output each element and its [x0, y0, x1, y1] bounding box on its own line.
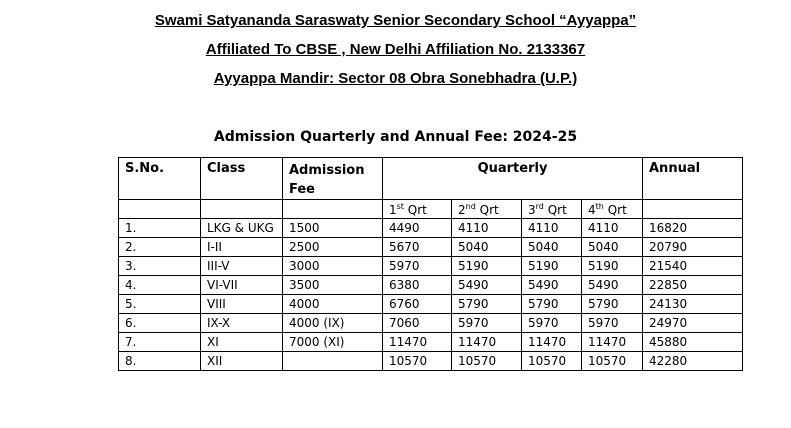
cell-q2: 11470 — [452, 333, 522, 352]
table-row — [119, 333, 743, 352]
col-header-admission-fee — [283, 158, 383, 200]
fee-table-body — [119, 219, 743, 371]
empty-cell — [201, 200, 283, 219]
col-header-annual: Annual — [643, 158, 743, 200]
quarter-ordinal-suffix: th — [595, 201, 604, 211]
cell-annual: 22850 — [643, 276, 743, 295]
cell-q4: 5040 — [582, 238, 643, 257]
quarter-label: Qrt — [607, 202, 627, 217]
cell-sno: 6. — [119, 314, 201, 333]
cell-class: VIII — [201, 295, 283, 314]
cell-q3: 10570 — [522, 352, 582, 371]
cell-q1: 4490 — [383, 219, 452, 238]
cell-annual: 42280 — [643, 352, 743, 371]
cell-q3: 5790 — [522, 295, 582, 314]
table-row — [119, 352, 743, 371]
quarter-header-2 — [452, 200, 522, 219]
cell-q3: 5490 — [522, 276, 582, 295]
cell-admission: 3000 — [283, 257, 383, 276]
cell-annual: 24130 — [643, 295, 743, 314]
cell-q4: 5190 — [582, 257, 643, 276]
quarter-label: Qrt — [407, 202, 427, 217]
quarter-ordinal-suffix: st — [396, 201, 404, 211]
col-header-class: Class — [201, 158, 283, 200]
cell-annual: 16820 — [643, 219, 743, 238]
table-row — [119, 314, 743, 333]
cell-q2: 5190 — [452, 257, 522, 276]
table-row — [119, 295, 743, 314]
empty-cell — [119, 200, 201, 219]
quarter-ordinal-suffix: nd — [465, 201, 476, 211]
quarter-header-3 — [522, 200, 582, 219]
cell-q3: 5970 — [522, 314, 582, 333]
cell-class: III-V — [201, 257, 283, 276]
cell-q1: 5970 — [383, 257, 452, 276]
cell-class: XI — [201, 333, 283, 352]
cell-annual: 20790 — [643, 238, 743, 257]
col-header-sno: S.No. — [119, 158, 201, 200]
cell-admission: 7000 (XI) — [283, 333, 383, 352]
cell-admission: 2500 — [283, 238, 383, 257]
cell-q4: 5490 — [582, 276, 643, 295]
col-header-quarterly: Quarterly — [383, 158, 643, 200]
cell-q4: 5970 — [582, 314, 643, 333]
table-row — [119, 238, 743, 257]
quarter-number: 1 — [389, 202, 397, 217]
cell-sno: 7. — [119, 333, 201, 352]
cell-class: IX-X — [201, 314, 283, 333]
cell-q2: 5490 — [452, 276, 522, 295]
affiliation-heading — [0, 41, 791, 58]
school-name-heading — [0, 12, 791, 29]
cell-q2: 5790 — [452, 295, 522, 314]
empty-cell — [643, 200, 743, 219]
quarter-label: Qrt — [547, 202, 567, 217]
cell-sno: 1. — [119, 219, 201, 238]
address-heading — [0, 70, 791, 87]
cell-annual: 24970 — [643, 314, 743, 333]
cell-q2: 10570 — [452, 352, 522, 371]
quarter-header-1 — [383, 200, 452, 219]
affiliation-text: Affiliated To CBSE , New Delhi Affiliation No. 2133367 — [205, 41, 586, 58]
cell-class: VI-VII — [201, 276, 283, 295]
cell-sno: 4. — [119, 276, 201, 295]
cell-q1: 6760 — [383, 295, 452, 314]
cell-q1: 6380 — [383, 276, 452, 295]
cell-class: I-II — [201, 238, 283, 257]
cell-q4: 10570 — [582, 352, 643, 371]
cell-sno: 2. — [119, 238, 201, 257]
address-text: Ayyappa Mandir: Sector 08 Obra Sonebhadra (U.P.) — [213, 70, 578, 87]
cell-q3: 11470 — [522, 333, 582, 352]
quarter-label: Qrt — [479, 202, 499, 217]
cell-q4: 11470 — [582, 333, 643, 352]
cell-sno: 3. — [119, 257, 201, 276]
cell-q2: 5040 — [452, 238, 522, 257]
cell-class: XII — [201, 352, 283, 371]
fee-table — [118, 157, 743, 371]
cell-q2: 4110 — [452, 219, 522, 238]
school-name-text: Swami Satyananda Saraswaty Senior Secondary School “Ayyappa” — [154, 12, 637, 29]
cell-class: LKG & UKG — [201, 219, 283, 238]
cell-admission — [283, 352, 383, 371]
cell-admission: 4000 (IX) — [283, 314, 383, 333]
quarter-number: 2 — [458, 202, 466, 217]
empty-cell — [283, 200, 383, 219]
admission-fee-label: Admission Fee — [289, 163, 365, 197]
cell-q1: 7060 — [383, 314, 452, 333]
cell-q4: 5790 — [582, 295, 643, 314]
cell-q3: 5190 — [522, 257, 582, 276]
quarter-ordinal-suffix: rd — [535, 201, 544, 211]
cell-q4: 4110 — [582, 219, 643, 238]
quarter-header-row — [119, 200, 743, 219]
cell-admission: 3500 — [283, 276, 383, 295]
cell-q1: 10570 — [383, 352, 452, 371]
quarter-number: 4 — [588, 202, 596, 217]
quarter-header-4 — [582, 200, 643, 219]
table-row — [119, 276, 743, 295]
cell-q1: 5670 — [383, 238, 452, 257]
cell-annual: 45880 — [643, 333, 743, 352]
quarter-number: 3 — [528, 202, 536, 217]
cell-annual: 21540 — [643, 257, 743, 276]
cell-sno: 5. — [119, 295, 201, 314]
fee-table-caption: Admission Quarterly and Annual Fee: 2024-25 — [213, 129, 578, 145]
cell-sno: 8. — [119, 352, 201, 371]
cell-q3: 5040 — [522, 238, 582, 257]
cell-q3: 4110 — [522, 219, 582, 238]
cell-admission: 1500 — [283, 219, 383, 238]
table-row — [119, 257, 743, 276]
cell-admission: 4000 — [283, 295, 383, 314]
cell-q1: 11470 — [383, 333, 452, 352]
table-row — [119, 219, 743, 238]
cell-q2: 5970 — [452, 314, 522, 333]
